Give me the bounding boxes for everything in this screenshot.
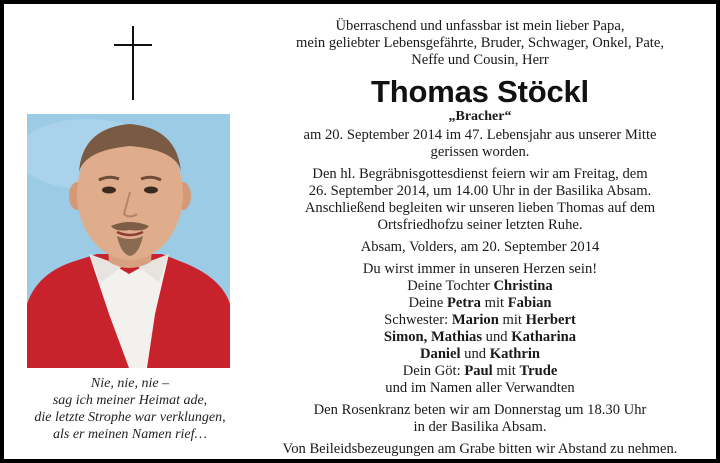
funeral-line: 26. September 2014, um 14.00 Uhr in der Basilika Absam.	[308, 183, 652, 199]
death-note-line: gerissen worden.	[430, 144, 530, 160]
place-date: Absam, Volders, am 20. September 2014	[360, 239, 600, 255]
rosary-line: Den Rosenkranz beten wir am Donnerstag um 18.30 Uhr	[313, 402, 647, 418]
mourner-sister: Schwester: Marion mit Herbert	[384, 312, 576, 328]
poem	[22, 375, 238, 443]
intro-line: Überraschend und unfassbar ist mein lieber Papa,	[335, 18, 625, 34]
mourner-relatives: und im Namen aller Verwandten	[385, 380, 575, 396]
mourner-godfather: Dein Göt: Paul mit Trude	[402, 363, 558, 379]
intro-line: mein geliebter Lebensgefährte, Bruder, Schwager, Onkel, Pate,	[296, 35, 664, 51]
rosary-line: in der Basilika Absam.	[413, 419, 547, 435]
mourner-daughter: Deine Tochter Christina	[407, 278, 553, 294]
mourner-children: Simon, Mathias und Katharina	[383, 329, 577, 345]
deceased-nickname: „Bracher“	[448, 109, 512, 124]
condolence-note: Von Beileidsbezeugungen am Grabe bitten wir Abstand zu nehmen.	[282, 441, 678, 457]
poem-line: als er meinen Namen rief…	[53, 427, 207, 442]
deceased-name: Thomas Stöckl	[371, 74, 589, 109]
mourner-partner: Deine Petra mit Fabian	[408, 295, 552, 311]
funeral-line: Ortsfriedhofzu seiner letzten Ruhe.	[377, 217, 583, 233]
mourner-children: Daniel und Kathrin	[419, 346, 540, 362]
death-note-line: am 20. September 2014 im 47. Lebensjahr aus unserer Mitte	[303, 127, 657, 143]
intro-line: Neffe und Cousin, Herr	[411, 52, 549, 68]
funeral-line: Anschließend begleiten wir unseren lieben Thomas auf dem	[304, 200, 656, 216]
funeral-line: Den hl. Begräbnisgottesdienst feiern wir am Freitag, dem	[312, 166, 648, 182]
obituary-notice	[4, 4, 716, 459]
poem-line: die letzte Strophe war verklungen,	[34, 410, 226, 425]
remembrance-line: Du wirst immer in unseren Herzen sein!	[362, 261, 598, 277]
announcement-text	[254, 18, 706, 458]
poem-line: sag ich meiner Heimat ade,	[52, 393, 208, 408]
portrait-photo	[27, 114, 230, 368]
poem-line: Nie, nie, nie –	[90, 376, 170, 391]
cross-icon	[114, 26, 154, 102]
